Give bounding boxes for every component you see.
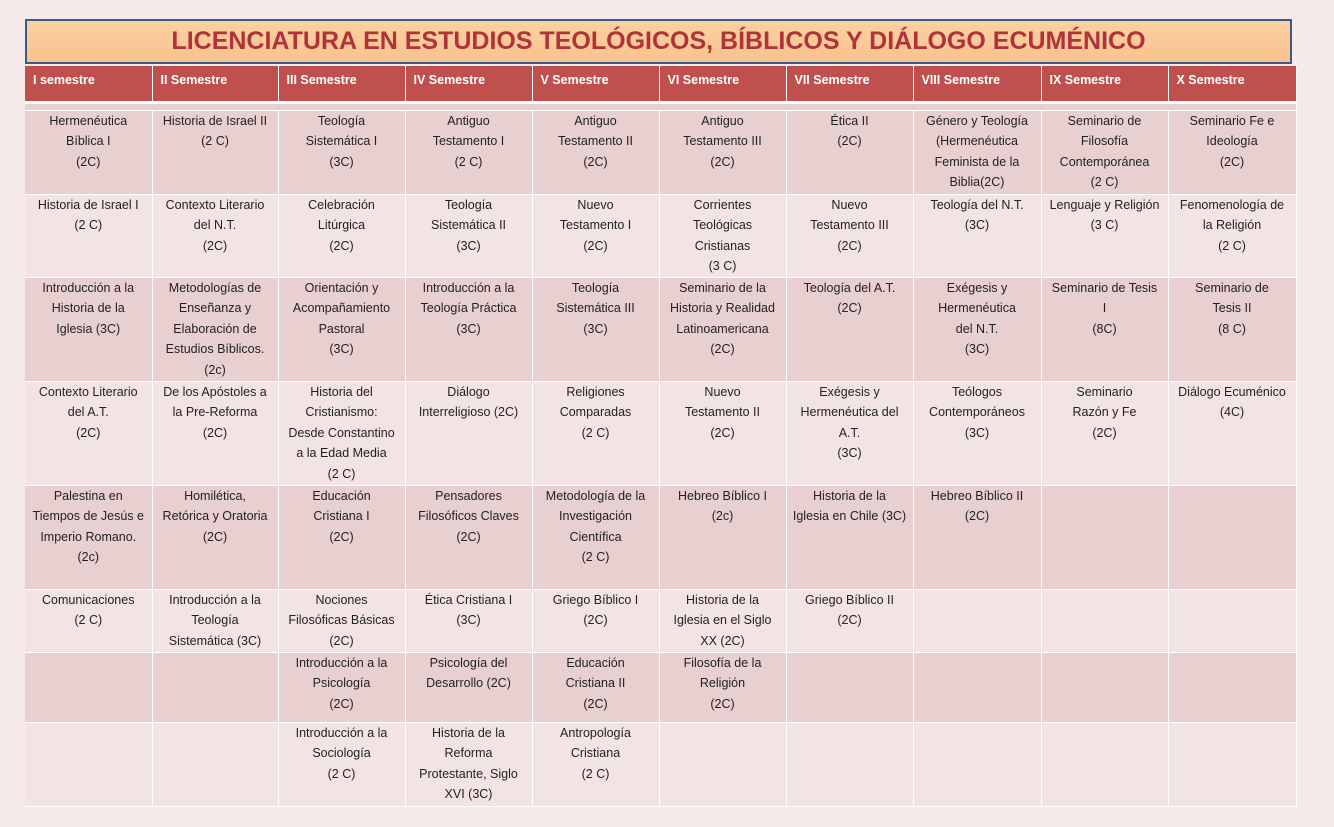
table-row xyxy=(25,381,1296,485)
course-cell: Corrientes Teológicas Cristianas (3 C) xyxy=(659,194,786,277)
course-cell: Nuevo Testamento II (2C) xyxy=(659,381,786,485)
course-cell: Griego Bíblico I (2C) xyxy=(532,589,659,652)
course-cell xyxy=(25,722,152,806)
table-row xyxy=(25,110,1296,194)
course-cell xyxy=(913,722,1041,806)
header-row xyxy=(25,66,1296,102)
course-cell xyxy=(1168,485,1296,589)
course-cell xyxy=(1168,589,1296,652)
course-cell: Exégesis y Hermenéutica del N.T. (3C) xyxy=(913,277,1041,381)
page-title: LICENCIATURA EN ESTUDIOS TEOLÓGICOS, BÍBLICOS Y DIÁLOGO ECUMÉNICO xyxy=(25,19,1292,64)
course-cell: Género y Teología (Hermenéutica Feminista de la Biblia(2C) xyxy=(913,110,1041,194)
course-cell: Introducción a la Sociología (2 C) xyxy=(278,722,405,806)
course-cell: Diálogo Interreligioso (2C) xyxy=(405,381,532,485)
course-cell xyxy=(152,652,278,722)
spacer-cell xyxy=(25,102,1296,110)
table-row xyxy=(25,722,1296,806)
course-cell: Teología Sistemática III (3C) xyxy=(532,277,659,381)
course-cell: Pensadores Filosóficos Claves (2C) xyxy=(405,485,532,589)
course-cell: Ética Cristiana I (3C) xyxy=(405,589,532,652)
course-cell: Antiguo Testamento III (2C) xyxy=(659,110,786,194)
table-row xyxy=(25,485,1296,589)
course-cell: Comunicaciones (2 C) xyxy=(25,589,152,652)
course-cell: Filosofía de la Religión (2C) xyxy=(659,652,786,722)
course-cell: Historia de la Reforma Protestante, Siglo XVI (3C) xyxy=(405,722,532,806)
table-row xyxy=(25,652,1296,722)
course-cell: Contexto Literario del A.T. (2C) xyxy=(25,381,152,485)
header-semester-9: IX Semestre xyxy=(1041,66,1168,102)
curriculum-table xyxy=(25,66,1297,807)
course-cell: Metodología de la Investigación Científica (2 C) xyxy=(532,485,659,589)
course-cell xyxy=(1041,722,1168,806)
course-cell: Contexto Literario del N.T. (2C) xyxy=(152,194,278,277)
course-cell: Fenomenología de la Religión (2 C) xyxy=(1168,194,1296,277)
course-cell: Hebreo Bíblico II (2C) xyxy=(913,485,1041,589)
header-semester-10: X Semestre xyxy=(1168,66,1296,102)
course-cell: Orientación y Acompañamiento Pastoral (3C) xyxy=(278,277,405,381)
course-cell: Metodologías de Enseñanza y Elaboración de Estudios Bíblicos. (2c) xyxy=(152,277,278,381)
course-cell: Diálogo Ecuménico (4C) xyxy=(1168,381,1296,485)
header-semester-1: I semestre xyxy=(25,66,152,102)
course-cell xyxy=(152,722,278,806)
table-row xyxy=(25,194,1296,277)
course-cell: Ética II (2C) xyxy=(786,110,913,194)
header-semester-8: VIII Semestre xyxy=(913,66,1041,102)
course-cell: Teólogos Contemporáneos (3C) xyxy=(913,381,1041,485)
table-row xyxy=(25,589,1296,652)
course-cell: Palestina en Tiempos de Jesús e Imperio Romano. (2c) xyxy=(25,485,152,589)
course-cell: Historia del Cristianismo: Desde Constantino a la Edad Media (2 C) xyxy=(278,381,405,485)
header-semester-7: VII Semestre xyxy=(786,66,913,102)
course-cell xyxy=(1041,589,1168,652)
course-cell: Teología del A.T. (2C) xyxy=(786,277,913,381)
course-cell: Historia de Israel I (2 C) xyxy=(25,194,152,277)
header-semester-3: III Semestre xyxy=(278,66,405,102)
course-cell: Nociones Filosóficas Básicas (2C) xyxy=(278,589,405,652)
course-cell xyxy=(1168,652,1296,722)
course-cell: Historia de la Iglesia en el Siglo XX (2C) xyxy=(659,589,786,652)
course-cell xyxy=(1168,722,1296,806)
course-cell: Historia de la Iglesia en Chile (3C) xyxy=(786,485,913,589)
header-semester-2: II Semestre xyxy=(152,66,278,102)
course-cell xyxy=(25,652,152,722)
course-cell: Introducción a la Psicología (2C) xyxy=(278,652,405,722)
course-cell: Homilética, Retórica y Oratoria (2C) xyxy=(152,485,278,589)
course-cell: Hebreo Bíblico I (2c) xyxy=(659,485,786,589)
course-cell: Historia de Israel II (2 C) xyxy=(152,110,278,194)
course-cell: Nuevo Testamento III (2C) xyxy=(786,194,913,277)
course-cell: Introducción a la Teología Práctica (3C) xyxy=(405,277,532,381)
header-spacer xyxy=(25,102,1296,110)
course-cell: Psicología del Desarrollo (2C) xyxy=(405,652,532,722)
course-cell xyxy=(786,652,913,722)
course-cell xyxy=(1041,652,1168,722)
course-cell: Seminario de Filosofía Contemporánea (2 C) xyxy=(1041,110,1168,194)
course-cell xyxy=(1041,485,1168,589)
course-cell: Griego Bíblico II (2C) xyxy=(786,589,913,652)
course-cell: Teología del N.T. (3C) xyxy=(913,194,1041,277)
course-cell: Introducción a la Teología Sistemática (3C) xyxy=(152,589,278,652)
course-cell: Religiones Comparadas (2 C) xyxy=(532,381,659,485)
header-semester-5: V Semestre xyxy=(532,66,659,102)
course-cell: Seminario de Tesis I (8C) xyxy=(1041,277,1168,381)
course-cell xyxy=(913,589,1041,652)
course-cell: Seminario de Tesis II (8 C) xyxy=(1168,277,1296,381)
course-cell: Teología Sistemática I (3C) xyxy=(278,110,405,194)
header-semester-4: IV Semestre xyxy=(405,66,532,102)
table-row xyxy=(25,277,1296,381)
course-cell: Antiguo Testamento II (2C) xyxy=(532,110,659,194)
course-cell: Exégesis y Hermenéutica del A.T. (3C) xyxy=(786,381,913,485)
course-cell: Seminario Fe e Ideología (2C) xyxy=(1168,110,1296,194)
course-cell: Lenguaje y Religión (3 C) xyxy=(1041,194,1168,277)
course-cell: Celebración Litúrgica (2C) xyxy=(278,194,405,277)
course-cell: Teología Sistemática II (3C) xyxy=(405,194,532,277)
course-cell: Antiguo Testamento I (2 C) xyxy=(405,110,532,194)
course-cell: Nuevo Testamento I (2C) xyxy=(532,194,659,277)
course-cell: Educación Cristiana I (2C) xyxy=(278,485,405,589)
course-cell: Antropología Cristiana (2 C) xyxy=(532,722,659,806)
course-cell: De los Apóstoles a la Pre-Reforma (2C) xyxy=(152,381,278,485)
course-cell xyxy=(786,722,913,806)
course-cell xyxy=(659,722,786,806)
course-cell: Introducción a la Historia de la Iglesia (3C) xyxy=(25,277,152,381)
course-cell: Educación Cristiana II (2C) xyxy=(532,652,659,722)
course-cell: Hermenéutica Bíblica I (2C) xyxy=(25,110,152,194)
course-cell xyxy=(913,652,1041,722)
course-cell: Seminario Razón y Fe (2C) xyxy=(1041,381,1168,485)
header-semester-6: VI Semestre xyxy=(659,66,786,102)
course-cell: Seminario de la Historia y Realidad Latinoamericana (2C) xyxy=(659,277,786,381)
